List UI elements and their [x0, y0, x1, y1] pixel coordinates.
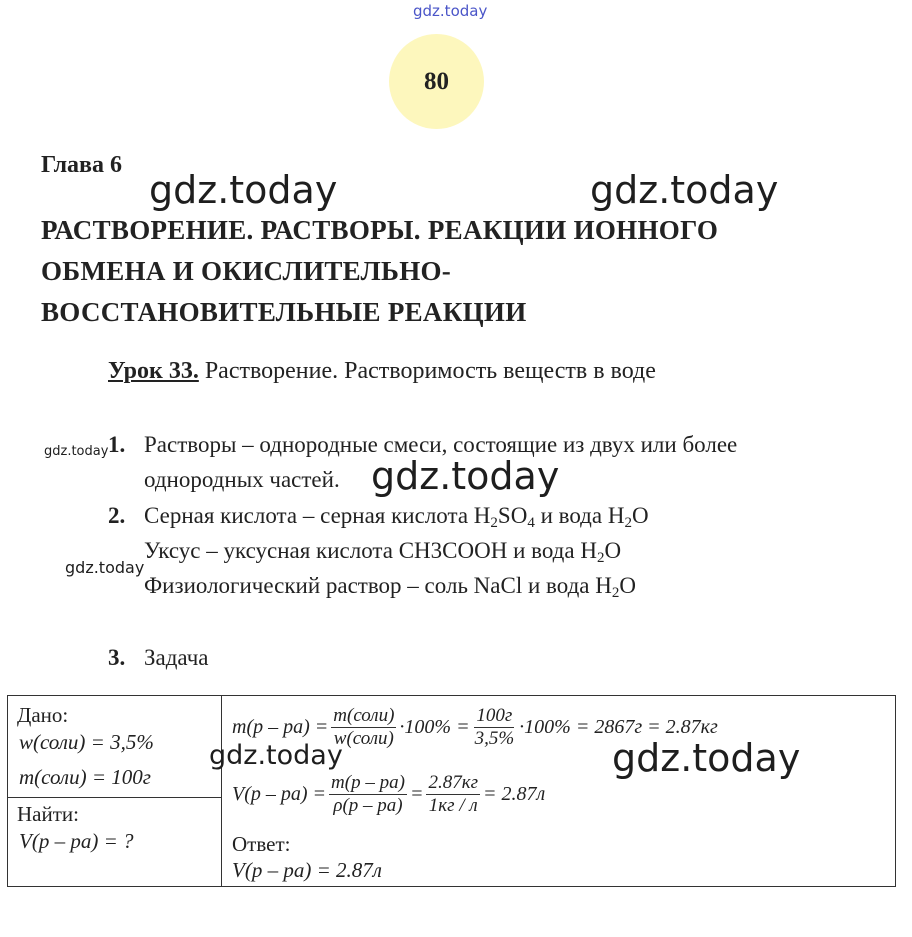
watermark: gdz.today	[44, 444, 109, 459]
watermark: gdz.today	[65, 558, 145, 577]
item-3-number: 3.	[108, 645, 126, 670]
answer-label: Ответ:	[232, 832, 291, 856]
watermark: gdz.today	[612, 736, 801, 780]
find-volume: V(р – ра) = ?	[19, 829, 134, 853]
item-2-line-1: Серная кислота – серная кислота $H_2SO_4$ и вода $H_2O$	[144, 503, 649, 531]
item-3-text: Задача	[144, 645, 209, 670]
given-salt-mass: m(соли) = 100г	[19, 765, 151, 789]
fraction-2: $\frac{100г}{3,5\%}$	[474, 705, 515, 749]
chapter-title-line-1: РАСТВОРЕНИЕ. РАСТВОРЫ. РЕАКЦИИ ИОННОГО	[41, 215, 719, 245]
lesson-text: Растворение. Растворимость веществ в воде	[204, 358, 656, 384]
fraction-1: $\frac{\text{m(соли)}}{\text{w(соли)}}$	[333, 705, 395, 749]
item-1-line-1: Растворы – однородные смеси, состоящие из двух или более	[144, 432, 738, 457]
watermark: gdz.today	[371, 454, 560, 498]
given-mass-fraction: w(соли) = 3,5%	[19, 730, 154, 754]
chapter-title-line-2: ОБМЕНА И ОКИСЛИТЕЛЬНО-	[41, 256, 452, 286]
formula-solution-volume: V(р – ра) = $\frac{m(р - ра)}{\rho(р - ра)}$ = $\frac{2.87кг}{1кг / л}$ = 2.87л	[232, 772, 546, 816]
item-1-number: 1.	[108, 432, 126, 457]
watermark: gdz.today	[590, 168, 779, 212]
table-horizontal-divider	[7, 797, 221, 798]
item-2-line-2: Уксус – уксусная кислота CH3COOH и вода $H_2O$	[144, 538, 622, 566]
table-vertical-divider	[221, 695, 222, 887]
chapter-title-line-3: ВОССТАНОВИТЕЛЬНЫЕ РЕАКЦИИ	[41, 297, 527, 327]
answer-value: V(р – ра) = 2.87л	[232, 858, 382, 882]
fraction-4: $\frac{2.87кг}{1кг / л}$	[428, 772, 478, 816]
chapter-heading: Глава 6	[41, 152, 122, 178]
chapter-title	[41, 210, 718, 333]
watermark: gdz.today	[149, 168, 338, 212]
given-label: Дано:	[17, 703, 69, 727]
item-2-number: 2.	[108, 503, 126, 528]
formula-solution-mass: m(р – ра) = $\frac{\text{m(соли)}}{\text{w(соли)}}$ ·100% = $\frac{100г}{3,5\%}$ ·100% = 2867г = 2.87кг	[232, 705, 718, 749]
page-number: 80	[424, 68, 449, 95]
watermark-top: gdz.today	[413, 2, 488, 20]
item-2-line-3: Физиологический раствор – соль NaCl и вода $H_2O$	[144, 573, 636, 601]
watermark: gdz.today	[209, 740, 343, 771]
item-1-line-2: однородных частей.	[144, 467, 340, 492]
lesson-label: Урок 33.	[108, 358, 199, 384]
find-label: Найти:	[17, 802, 79, 826]
lesson-heading	[108, 358, 656, 385]
fraction-3: $\frac{m(р - ра)}{\rho(р - ра)}$	[331, 772, 405, 816]
